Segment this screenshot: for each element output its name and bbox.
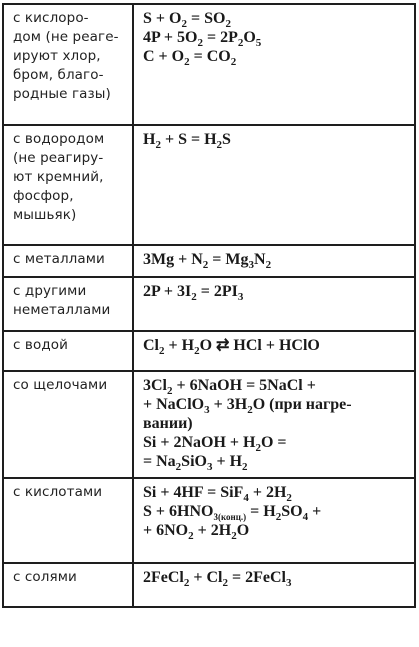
- equation-line: $S + O_2 = SO_2$: [143, 10, 231, 31]
- equation-line-continuation: вании): [143, 415, 193, 432]
- condition-cell: с водой: [3, 331, 133, 371]
- table-row: [3, 371, 415, 478]
- reactions-page: [2, 3, 414, 643]
- reactions-table: [2, 3, 416, 608]
- equations-cell: [133, 371, 415, 478]
- equation-line: $S + 6HNO_{3(конц.)} = H_2SO_4$ +: [143, 503, 322, 524]
- equations-cell: [133, 125, 415, 245]
- equation-line: $4P + 5O_2 = 2P_2O_5$: [143, 29, 262, 50]
- equation-line: $Cl_2 + H_2O$ ⇄ HCl + HClO: [143, 337, 320, 358]
- equations-cell: [133, 478, 415, 563]
- equations-cell: [133, 245, 415, 277]
- equation-line: $3Mg + N_2 = Mg_3N_2$: [143, 251, 272, 272]
- table-row: [3, 563, 415, 607]
- equation-line: $C + O_2 = CO_2$: [143, 48, 237, 69]
- equation-line: $H_2 + S = H_2S$: [143, 131, 231, 152]
- condition-cell: с водородом (не реагиру- ют кремний, фосфор, мышьяк): [3, 125, 133, 245]
- equation-line: $2P + 3I_2 = 2PI_3$: [143, 283, 244, 304]
- equations-cell: [133, 563, 415, 607]
- reactions-table-body: [3, 4, 415, 607]
- condition-cell: с другими неметаллами: [3, 277, 133, 331]
- equations-cell: [133, 277, 415, 331]
- table-row: [3, 125, 415, 245]
- condition-cell: с кислоро- дом (не реаге- ируют хлор, бром, благо- родные газы): [3, 4, 133, 125]
- table-row: [3, 4, 415, 125]
- condition-cell: со щелочами: [3, 371, 133, 478]
- equation-line: + NaClO$_3$ + $3H_2O$ (при нагре-: [143, 396, 352, 417]
- equation-line: $3Cl_2$ + 6NaOH = 5NaCl +: [143, 377, 316, 398]
- table-row: [3, 245, 415, 277]
- equation-line: $Si + 4HF = SiF_4 + 2H_2$: [143, 484, 292, 505]
- table-row: [3, 331, 415, 371]
- condition-cell: с солями: [3, 563, 133, 607]
- equations-cell: [133, 331, 415, 371]
- table-row: [3, 277, 415, 331]
- equation-line: 2FeCl$_2$ + $Cl_2$ = 2FeCl$_3$: [143, 569, 292, 590]
- table-row: [3, 478, 415, 563]
- condition-cell: с металлами: [3, 245, 133, 277]
- equations-cell: [133, 4, 415, 125]
- equation-line: Si + 2NaOH + $H_2O$ =: [143, 434, 287, 455]
- equation-line: + $6NO_2 + 2H_2O$: [143, 522, 250, 543]
- condition-cell: с кислотами: [3, 478, 133, 563]
- equation-line: = $Na_2SiO_3 + H_2$: [143, 453, 248, 474]
